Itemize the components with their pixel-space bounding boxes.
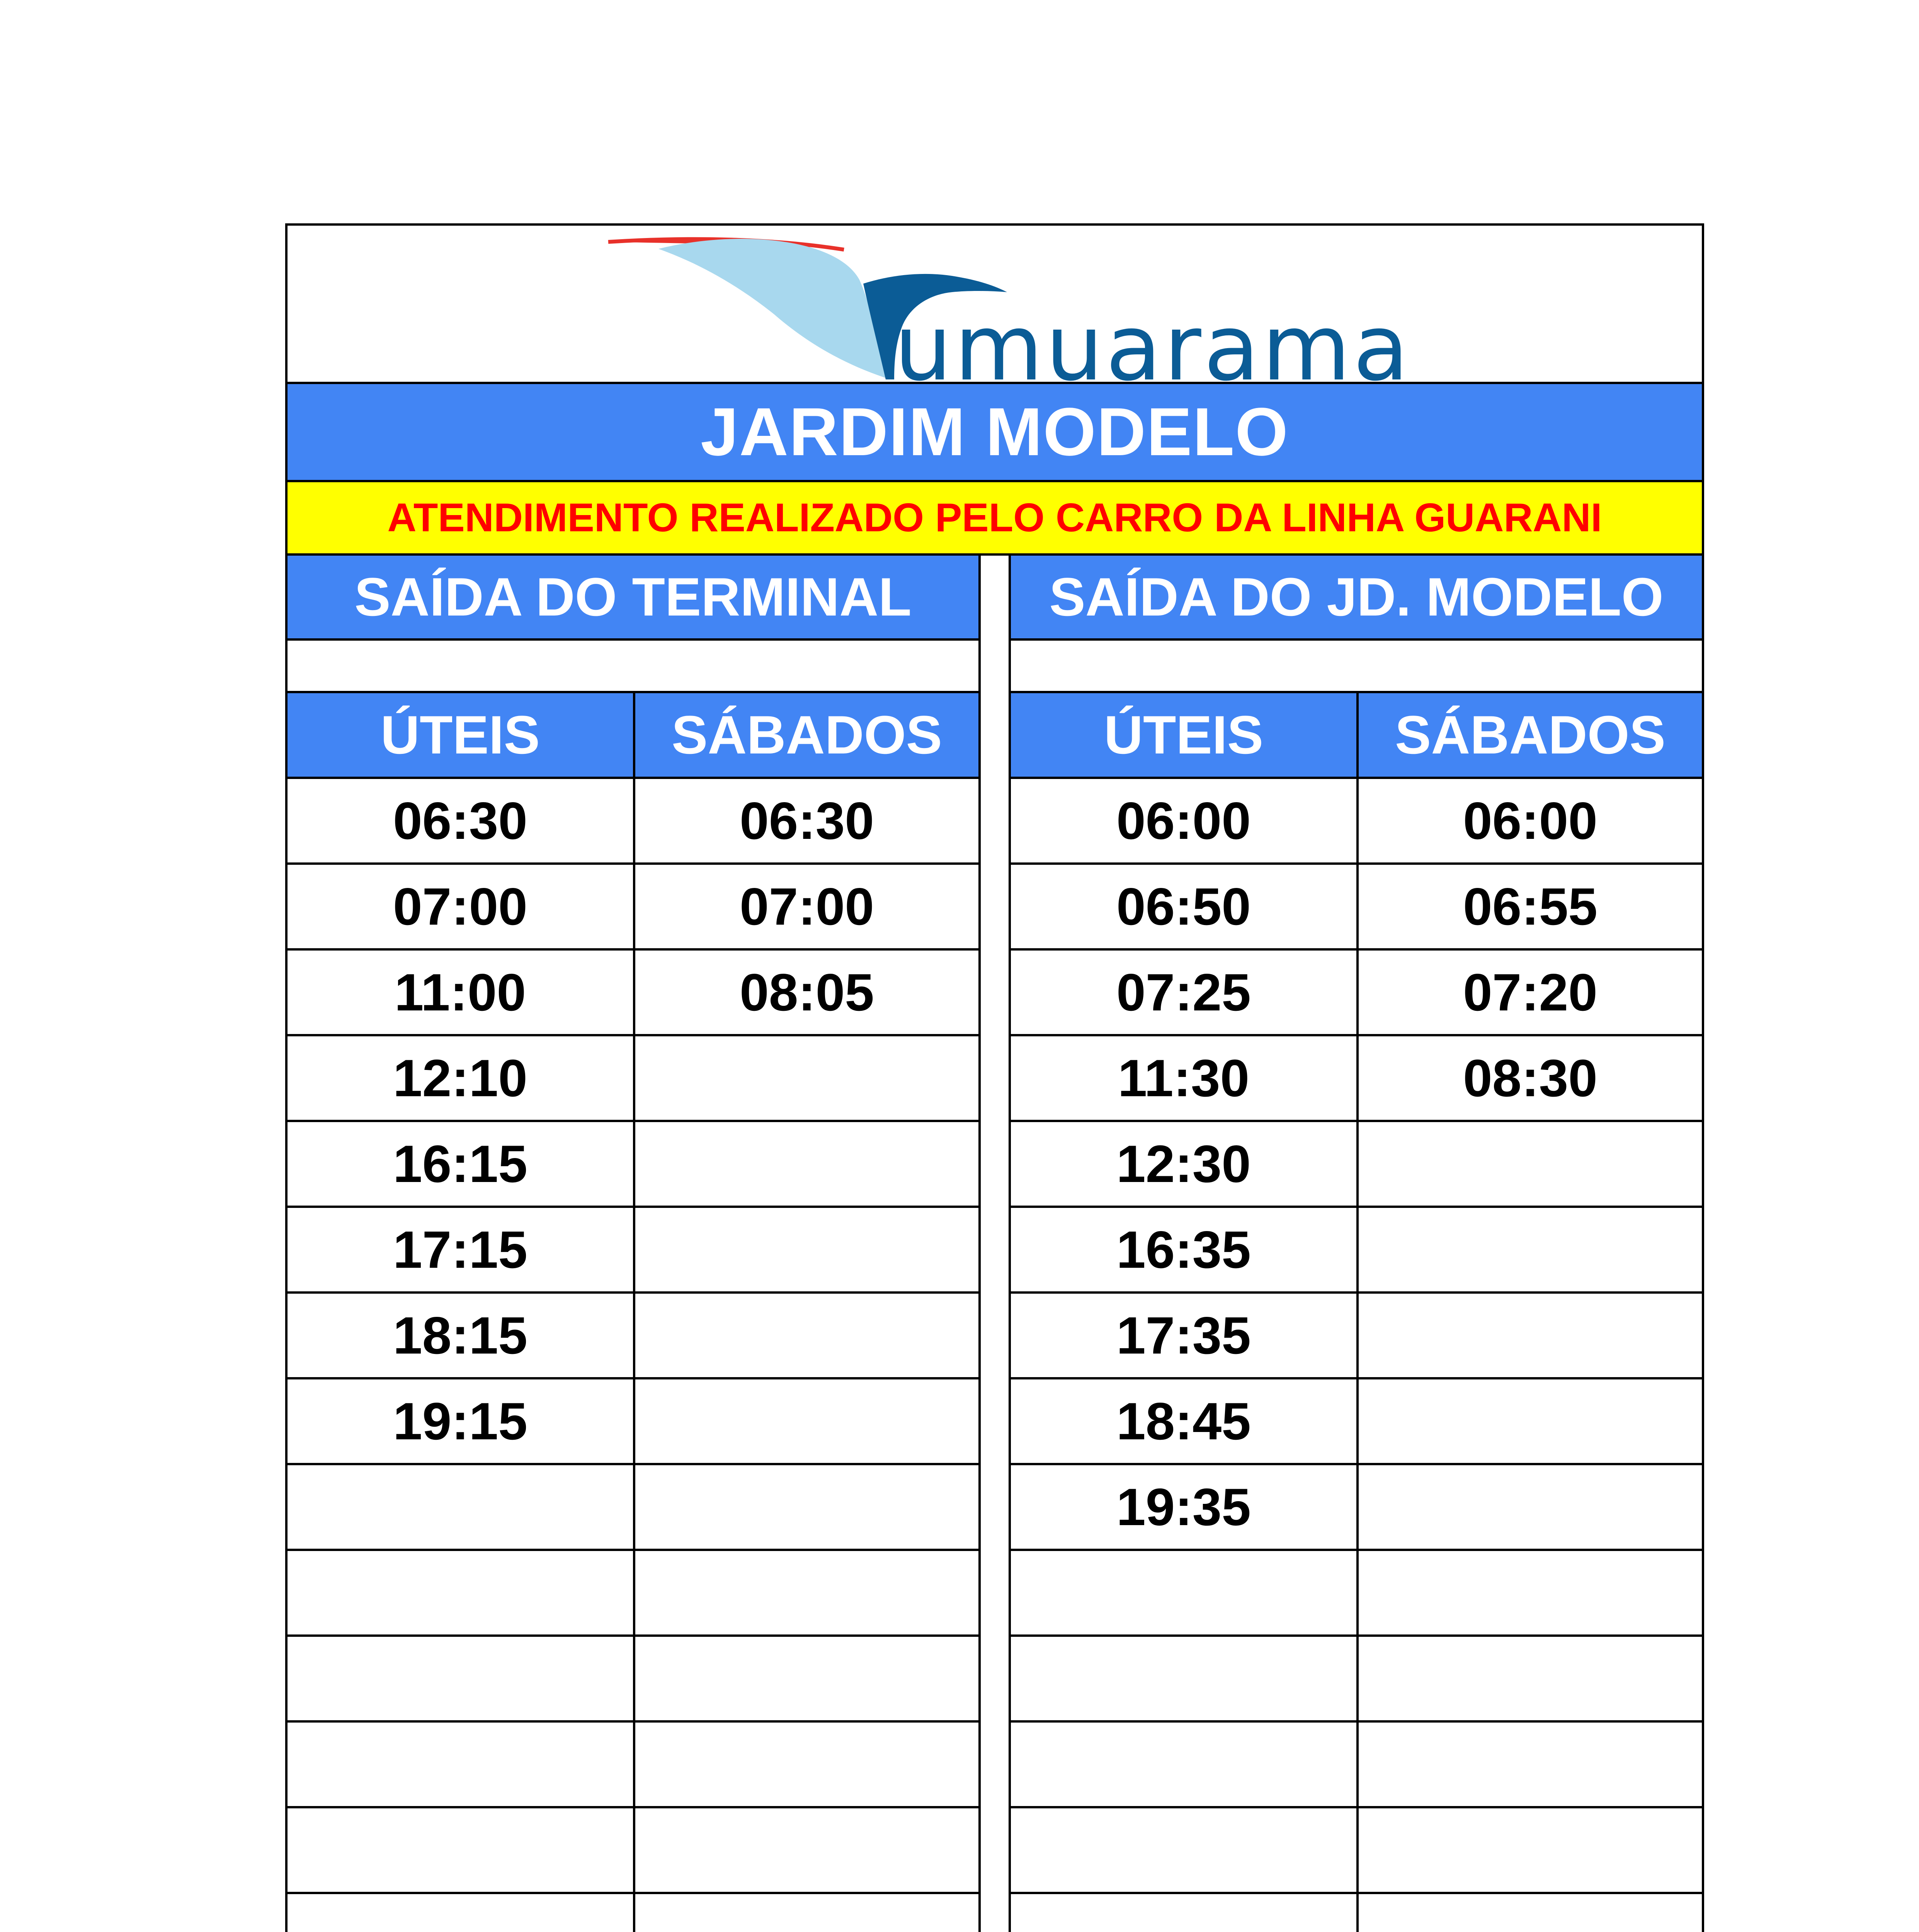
table-row xyxy=(288,1294,978,1379)
section-heading: SAÍDA DO TERMINAL xyxy=(288,556,978,641)
rows xyxy=(288,779,978,1932)
section-divider xyxy=(978,556,1011,1932)
time-cell-saturdays: 08:30 xyxy=(1356,1036,1702,1120)
time-cell-weekdays: 18:15 xyxy=(393,1306,527,1365)
time-cell-saturdays xyxy=(1356,1808,1702,1892)
table-row xyxy=(1011,1465,1702,1551)
time-cell-weekdays: 07:00 xyxy=(393,877,527,936)
time-cell-weekdays: 12:10 xyxy=(393,1049,527,1107)
time-cell-saturdays xyxy=(1356,1894,1702,1932)
time-cell-saturdays xyxy=(633,1894,978,1932)
time-cell-saturdays: 06:00 xyxy=(1356,779,1702,862)
table-row xyxy=(1011,1551,1702,1637)
time-cell-saturdays: 06:30 xyxy=(633,779,978,862)
time-cell-saturdays xyxy=(1356,1122,1702,1206)
time-cell-weekdays xyxy=(1011,1723,1356,1806)
time-cell-saturdays: 07:00 xyxy=(633,865,978,948)
time-cell-saturdays xyxy=(1356,1294,1702,1377)
table-row xyxy=(1011,1036,1702,1122)
time-cell-saturdays xyxy=(633,1294,978,1377)
time-cell-weekdays xyxy=(288,1637,633,1720)
logo-wordmark: umuarama xyxy=(894,295,1411,382)
time-cell-weekdays: 16:35 xyxy=(1116,1220,1251,1279)
table-row xyxy=(288,1208,978,1294)
time-cell-saturdays xyxy=(1356,1723,1702,1806)
section-terminal xyxy=(288,556,978,1932)
table-row xyxy=(1011,1208,1702,1294)
table-row xyxy=(1011,779,1702,865)
table-row xyxy=(1011,1294,1702,1379)
time-cell-weekdays: 07:25 xyxy=(1116,963,1251,1022)
time-cell-saturdays xyxy=(633,1723,978,1806)
time-cell-weekdays: 19:35 xyxy=(1116,1478,1251,1536)
table-row xyxy=(288,865,978,951)
table-row xyxy=(288,1894,978,1932)
time-cell-weekdays xyxy=(1011,1808,1356,1892)
time-cell-saturdays xyxy=(633,1379,978,1463)
time-cell-weekdays: 17:15 xyxy=(393,1220,527,1279)
column-header-weekdays: ÚTEIS xyxy=(1104,704,1264,765)
table-row xyxy=(1011,865,1702,951)
rows xyxy=(1011,779,1702,1932)
table-row xyxy=(288,1036,978,1122)
time-cell-saturdays: 07:20 xyxy=(1356,951,1702,1034)
time-cell-saturdays xyxy=(1356,1208,1702,1291)
time-cell-saturdays xyxy=(633,1551,978,1634)
time-cell-saturdays: 08:05 xyxy=(633,951,978,1034)
table-row xyxy=(288,1808,978,1894)
time-cell-weekdays xyxy=(1011,1894,1356,1932)
time-cell-saturdays xyxy=(633,1122,978,1206)
column-header-row xyxy=(288,693,978,779)
time-cell-saturdays xyxy=(633,1036,978,1120)
time-cell-saturdays xyxy=(633,1637,978,1720)
time-cell-saturdays xyxy=(633,1808,978,1892)
logo-area xyxy=(288,226,1702,384)
time-cell-weekdays: 17:35 xyxy=(1116,1306,1251,1365)
time-cell-weekdays: 19:15 xyxy=(393,1392,527,1451)
table-row xyxy=(1011,1723,1702,1808)
time-cell-weekdays xyxy=(288,1894,633,1932)
table-row xyxy=(288,1551,978,1637)
table-row xyxy=(1011,1637,1702,1723)
time-cell-weekdays xyxy=(1011,1637,1356,1720)
route-title: JARDIM MODELO xyxy=(288,384,1702,482)
time-cell-weekdays xyxy=(288,1808,633,1892)
time-cell-saturdays xyxy=(1356,1379,1702,1463)
time-cell-saturdays xyxy=(1356,1637,1702,1720)
section-jd-modelo xyxy=(1011,556,1702,1932)
time-cell-weekdays xyxy=(288,1551,633,1634)
table-row xyxy=(288,951,978,1036)
table-row xyxy=(288,1122,978,1208)
time-cell-weekdays: 18:45 xyxy=(1116,1392,1251,1451)
spacer-row xyxy=(288,641,978,693)
table-row xyxy=(288,1723,978,1808)
time-cell-weekdays: 11:00 xyxy=(394,963,526,1022)
column-header-weekdays: ÚTEIS xyxy=(380,704,540,765)
time-cell-weekdays: 11:30 xyxy=(1118,1049,1250,1107)
table-row xyxy=(1011,1894,1702,1932)
table-row xyxy=(1011,951,1702,1036)
time-cell-weekdays: 12:30 xyxy=(1116,1134,1251,1193)
table-row xyxy=(1011,1808,1702,1894)
time-cell-weekdays: 16:15 xyxy=(393,1134,527,1193)
table-row xyxy=(1011,1379,1702,1465)
table-row xyxy=(288,1379,978,1465)
time-cell-weekdays xyxy=(1011,1551,1356,1634)
column-header-row xyxy=(1011,693,1702,779)
umuarama-logo xyxy=(288,226,1702,382)
service-notice: ATENDIMENTO REALIZADO PELO CARRO DA LINHA GUARANI xyxy=(288,482,1702,556)
time-cell-weekdays xyxy=(288,1465,633,1549)
time-cell-weekdays: 06:00 xyxy=(1116,791,1251,850)
time-cell-saturdays xyxy=(633,1465,978,1549)
column-header-saturdays: SÁBADOS xyxy=(1356,693,1702,777)
logo-wing-light xyxy=(658,239,890,379)
time-cell-saturdays xyxy=(1356,1551,1702,1634)
table-row xyxy=(1011,1122,1702,1208)
time-cell-saturdays xyxy=(633,1208,978,1291)
table-row xyxy=(288,779,978,865)
section-heading: SAÍDA DO JD. MODELO xyxy=(1011,556,1702,641)
time-cell-weekdays xyxy=(288,1723,633,1806)
time-cell-weekdays: 06:50 xyxy=(1116,877,1251,936)
timetable-sheet xyxy=(285,223,1704,1932)
time-cell-weekdays: 06:30 xyxy=(393,791,527,850)
spacer-row xyxy=(1011,641,1702,693)
time-cell-saturdays xyxy=(1356,1465,1702,1549)
column-header-saturdays: SÁBADOS xyxy=(633,693,978,777)
table-row xyxy=(288,1465,978,1551)
time-cell-saturdays: 06:55 xyxy=(1356,865,1702,948)
table-row xyxy=(288,1637,978,1723)
